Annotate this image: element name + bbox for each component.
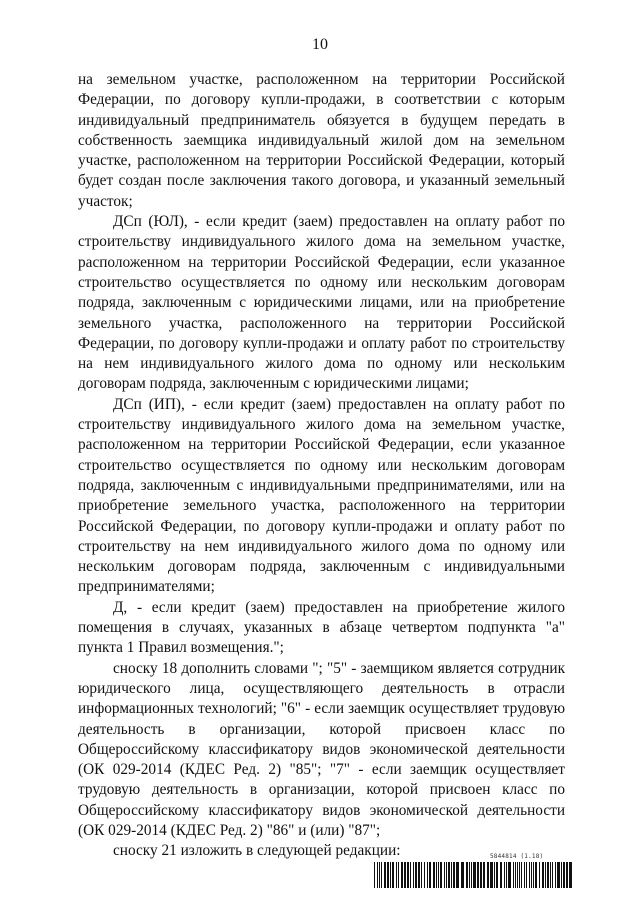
paragraph-continuation: на земельном участке, расположенном на территории Российской Федерации, по договору купли-продажи, в соответствии с которым индивидуальный предприниматель обязуется в будущем передать в собственность заемщика индивидуальный жилой дом на земельном участке, расположенном на территории Российской Федерации, который будет создан после заключения такого договора, и указанный земельный участок; xyxy=(78,71,565,210)
barcode-image xyxy=(374,862,572,888)
page-number: 10 xyxy=(312,36,328,53)
paragraph-dsp-ip: ДСп (ИП), - если кредит (заем) предоставлен на оплату работ по строительству индивидуального жилого дома на земельном участке, расположенном на территории Российской Федерации, если указанное строительство осуществляется по одному или нескольким договорам подряда, заключенным с индивидуальными предпринимателями, или на приобретение земельного участка, расположенного на территории Российской Федерации, по договору купли-продажи и оплату работ по строительству на нем индивидуального жилого дома по одному или нескольким договорам подряда, заключенным с индивидуальными предпринимателями; xyxy=(78,395,565,596)
paragraph-footnote-18: сноску 18 дополнить словами "; "5" - заемщиком является сотрудник юридического лица, осуществляющего деятельность в отрасли информационных технологий; "6" - если заемщик осуществляет трудовую деятельность в организации, которой присвоен класс по Общероссийскому классификатору видов экономической деятельности (ОК 029-2014 (КДЕС Ред. 2) "85"; "7" - если заемщик осуществляет трудовую деятельность в организации, которой присвоен класс по Общероссийскому классификатору видов экономической деятельности (ОК 029-2014 (КДЕС Ред. 2) "86" и (или) "87"; xyxy=(78,659,565,839)
paragraph-d: Д, - если кредит (заем) предоставлен на приобретение жилого помещения в случаях, указанных в абзаце четвертом подпункта "а" пункта 1 Правил возмещения."; xyxy=(78,598,565,657)
paragraph-dsp-yul: ДСп (ЮЛ), - если кредит (заем) предоставлен на оплату работ по строительству индивидуального жилого дома на земельном участке, расположенном на территории Российской Федерации, если указанное строительство осуществляется по одному или нескольким договорам подряда, заключенным с юридическими лицами, или на приобретение земельного участка, расположенного на территории Российской Федерации, по договору купли-продажи и оплату работ по строительству на нем индивидуального жилого дома по одному или нескольким договорам подряда, заключенным с юридическими лицами; xyxy=(78,213,565,393)
body-text xyxy=(78,70,565,862)
paragraph-footnote-21: сноску 21 изложить в следующей редакции: xyxy=(113,842,401,860)
document-code: 5844814 (1.18) xyxy=(490,853,544,860)
